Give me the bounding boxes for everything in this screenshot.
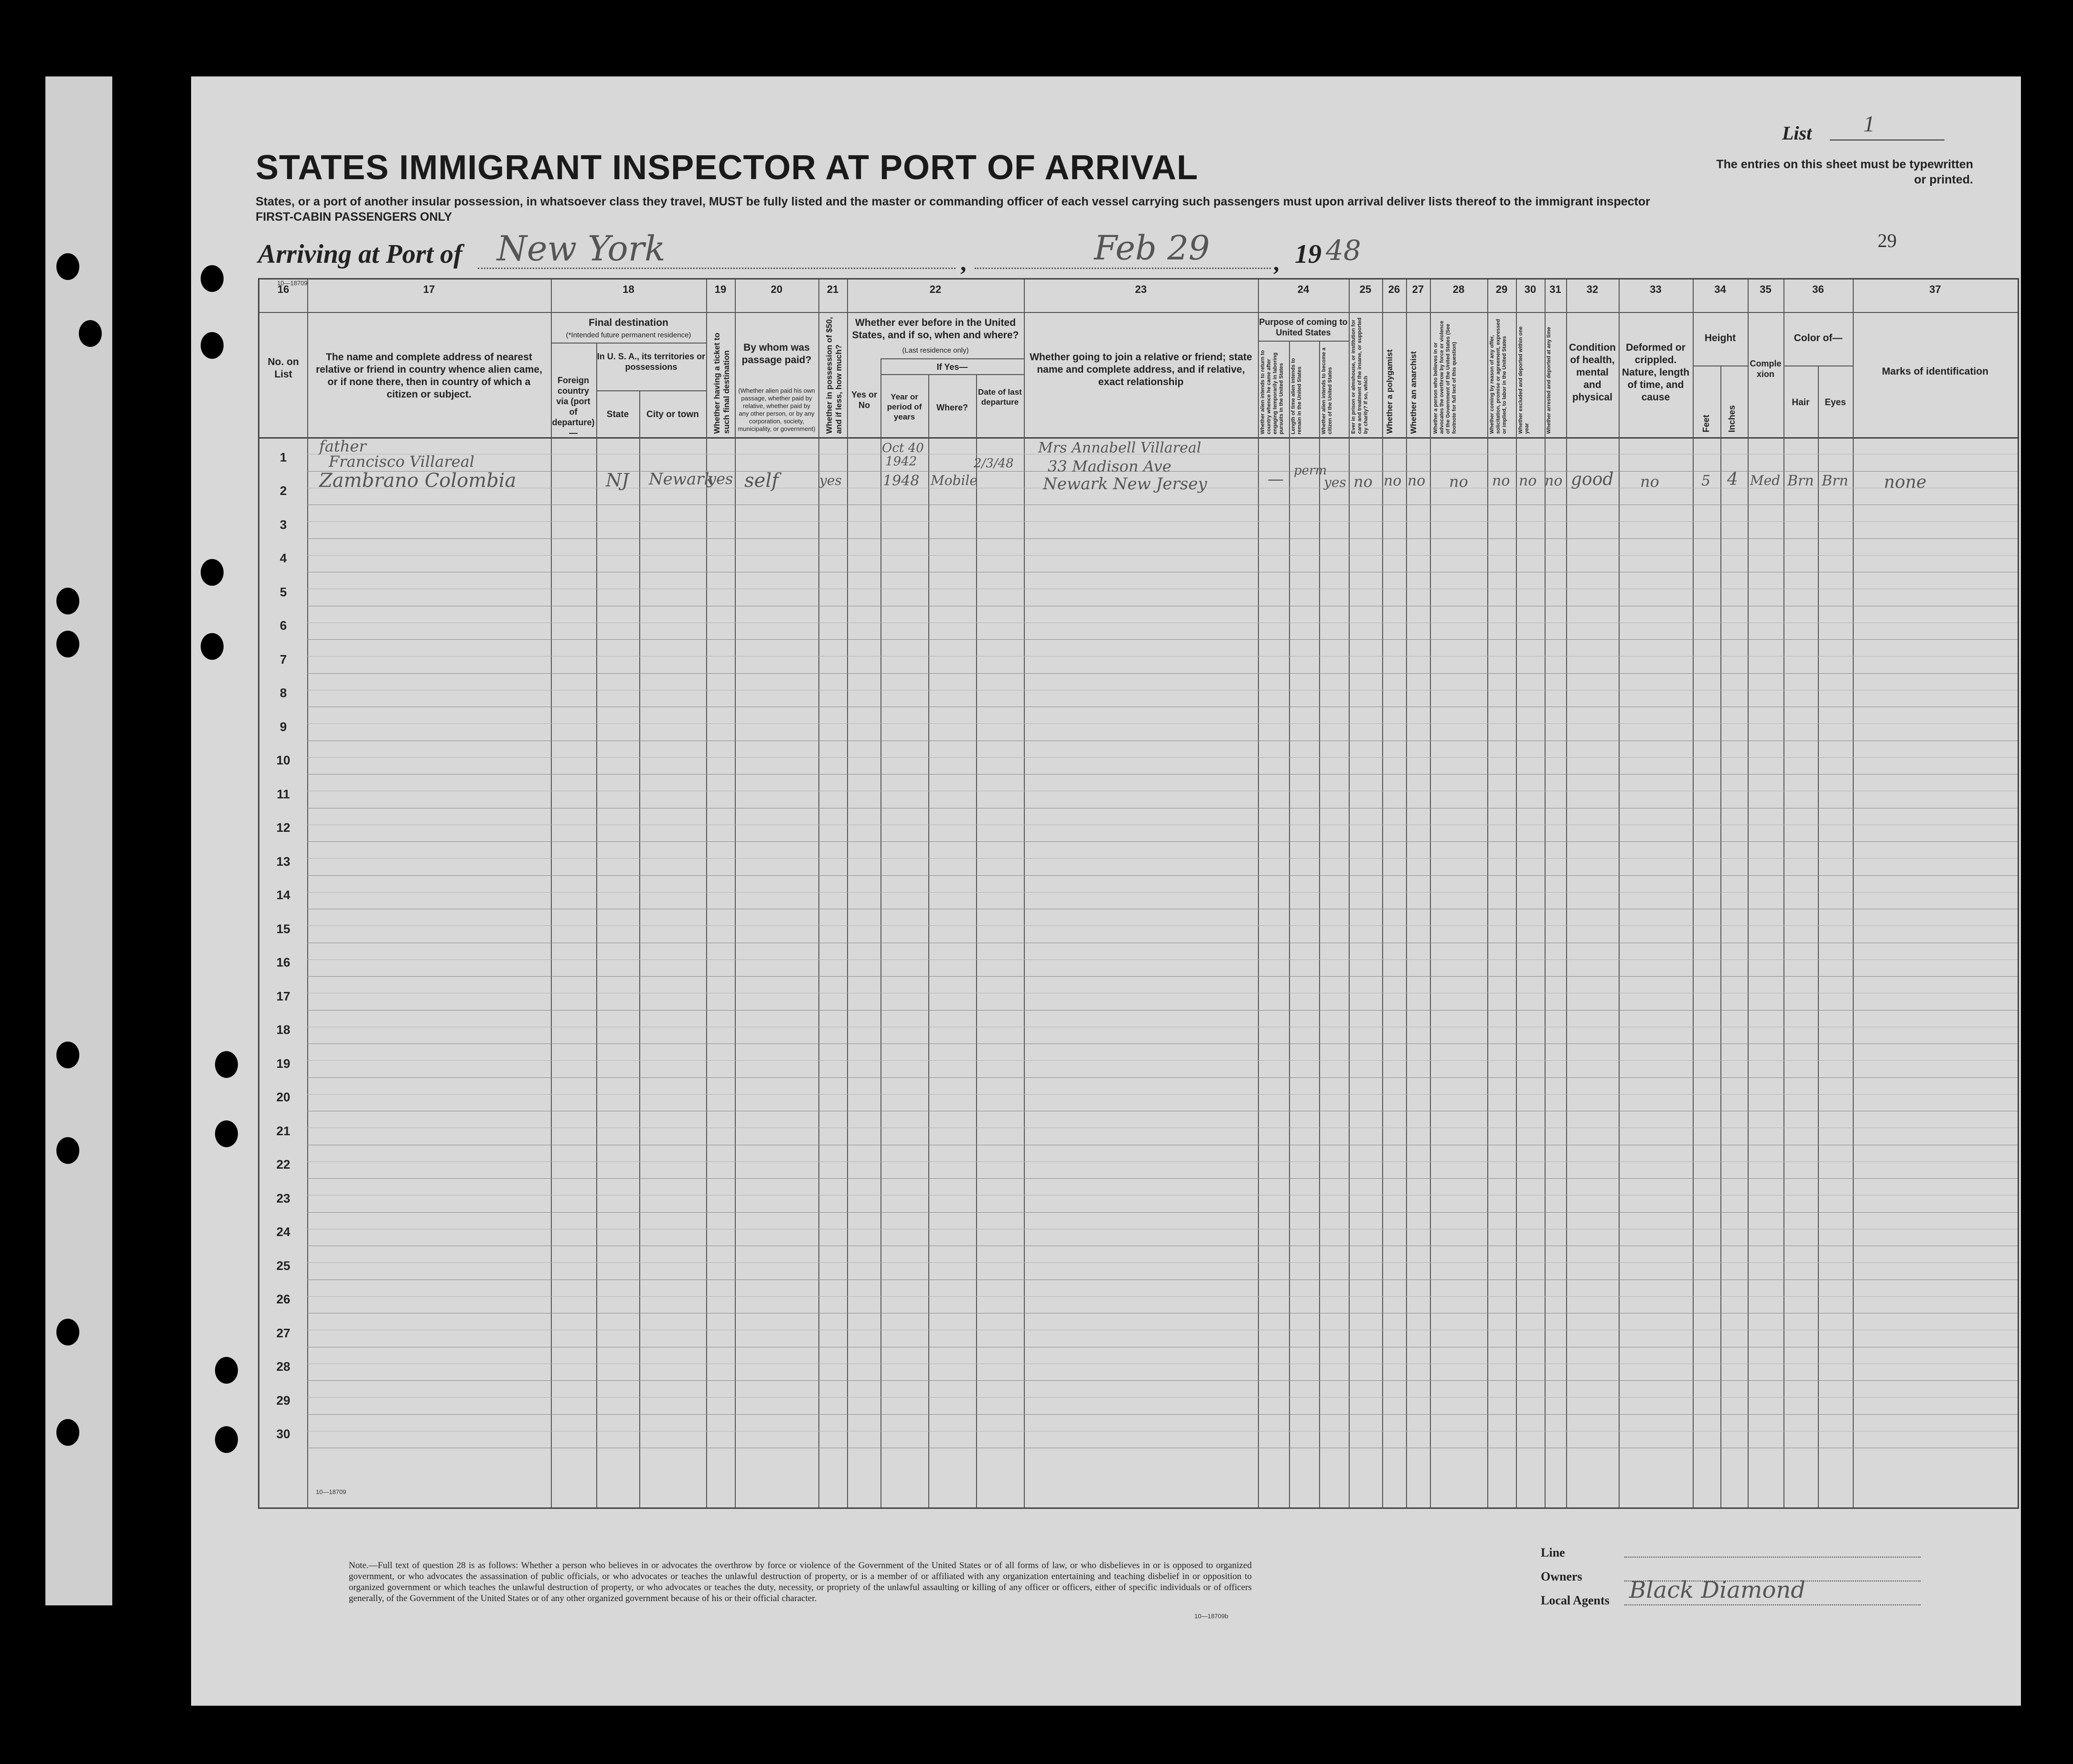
row-number: 13 (276, 854, 290, 869)
entry-purpose-a: — (1267, 470, 1284, 489)
hdr-foreign-country: Foreign country via (port of departure)— (552, 376, 595, 438)
row-number: 25 (276, 1258, 290, 1273)
entry-joining-line2: 33 Madison Ave (1048, 457, 1171, 475)
entry-purpose-b: perm (1294, 463, 1327, 478)
row-number: 23 (276, 1191, 290, 1205)
entry-q29: no (1492, 473, 1510, 489)
entry-health: good (1571, 470, 1614, 489)
arriving-label: Arriving at Port of (258, 239, 462, 269)
entry-joining-line3: Newark New Jersey (1043, 474, 1207, 494)
line-label: Line (1541, 1546, 1565, 1560)
col-num-35: 35 (1760, 283, 1772, 295)
hdr-possession: Whether in possession of $50, and if less, how much? (825, 317, 843, 434)
col-num-23: 23 (1135, 283, 1147, 295)
hdr-where: Where? (936, 403, 968, 412)
hdr-feet: Feet (1701, 414, 1711, 432)
row-number: 15 (276, 921, 290, 936)
hdr-q31: Whether arrested and deported at any time (1546, 327, 1552, 434)
col-num-34: 34 (1714, 283, 1726, 295)
row-rule (307, 976, 2018, 977)
row-number: 19 (276, 1056, 290, 1071)
hdr-deformed: Deformed or crippled. Nature, length of time, and cause (1622, 342, 1690, 403)
port-value: New York (497, 228, 666, 269)
row-rule (307, 1212, 2018, 1213)
entry-relative-line2: Francisco Villareal (329, 452, 474, 471)
binding-strip (45, 76, 112, 1605)
hdr-inches: Inches (1727, 405, 1737, 432)
row-number: 3 (279, 517, 287, 532)
entry-eyes: Brn (1822, 473, 1848, 489)
footnote: Note.—Full text of question 28 is as follows: Whether a person who believes in or advocates the overthrow by force or violence of the Government of the United States or of all forms of law, or who disbelieves in or is opposed to organized government, or who advocates the assassination of public officials, or who advocates or teaches the unlawful destruction of property, or is a member of or affiliated with any organization entertaining and teaching disbelief in or opposition to organized government or which teaches the unlawful destruction of property, or who advocates or teaches the duty, necessity, or propriety of the unlawful assaulting or killing of any officer or officers, either of specific individuals or of officers generally, of the Government of the United States or of any other organized government because of his or their official character. (349, 1560, 1252, 1603)
entry-possession: yes (819, 473, 842, 488)
hdr-in-usa: In U. S. A., its territories or possessions (597, 352, 706, 372)
row-rule-minor (307, 858, 2018, 859)
row-rule-minor (307, 1094, 2018, 1095)
entry-relative-line3: Zambrano Colombia (319, 470, 516, 492)
row-rule (307, 639, 2018, 640)
col-num-25: 25 (1359, 283, 1372, 295)
row-number: 16 (276, 955, 290, 969)
hdr-state: State (606, 409, 629, 419)
entry-prison: no (1353, 473, 1373, 491)
entry-complexion: Med (1750, 473, 1781, 488)
row-rule-minor (307, 757, 2018, 758)
hdr-final-destination: Final destination (589, 317, 668, 328)
date-value: Feb 29 (1094, 228, 1210, 268)
entry-where: Mobile (931, 473, 977, 488)
hdr-ticket: Whether having a ticket to such final destination (712, 333, 731, 434)
hdr-before: Whether ever before in the United States, and if so, when and where? (852, 317, 1019, 341)
entry-q28: no (1449, 473, 1468, 491)
row-rule (307, 1077, 2018, 1078)
row-number: 11 (277, 786, 290, 801)
hdr-q28: Whether a person who believes in or advocates the overthrow by force or violence of the Government of the United States (See footnote for full text of this question) (1433, 321, 1457, 434)
hdr-no-on-list: No. on List (268, 356, 299, 380)
row-number: 5 (279, 584, 287, 599)
entry-purpose-c: yes (1324, 474, 1346, 490)
entry-ticket: yes (708, 470, 733, 488)
hdr-q30: Whether excluded and deported within one year (1518, 326, 1530, 434)
row-rule-minor (307, 1262, 2018, 1263)
hdr-city: City or town (646, 409, 699, 419)
passenger-class: FIRST-CABIN PASSENGERS ONLY (256, 210, 452, 224)
date-line (975, 268, 1271, 269)
col-num-33: 33 (1650, 283, 1662, 295)
row-number: 6 (279, 618, 287, 633)
entry-relative-line1: father (319, 437, 366, 455)
hdr-purpose: Purpose of coming to United States (1259, 317, 1348, 337)
col-num-18: 18 (623, 283, 634, 295)
footnote-form-number: 10—18709b (1194, 1613, 1228, 1620)
entry-anarchist: no (1407, 473, 1426, 489)
hdr-yes-no: Yes or No (851, 390, 878, 410)
row-rule (307, 538, 2018, 539)
row-rule-minor (307, 959, 2018, 960)
row-number: 27 (276, 1325, 290, 1340)
row-rule-minor (307, 555, 2018, 556)
row-rule (307, 673, 2018, 674)
manifest-table (258, 278, 2019, 1509)
hdr-color-of: Color of— (1794, 333, 1843, 344)
row-number: 14 (276, 888, 290, 902)
entry-passage: self (744, 470, 779, 492)
hdr-polygamist: Whether a polygamist (1385, 349, 1394, 434)
col-num-22: 22 (929, 283, 942, 295)
list-number: 1 (1863, 111, 1875, 137)
form-number-bottom: 10—18709 (316, 1488, 346, 1495)
hdr-height: Height (1704, 333, 1736, 344)
col-num-20: 20 (771, 283, 783, 295)
entry-year-top: Oct 40 (882, 441, 924, 455)
col-num-36: 36 (1812, 283, 1824, 295)
row-rule (307, 841, 2018, 842)
hdr-year-period: Year or period of years (887, 392, 922, 421)
row-number: 22 (276, 1157, 290, 1172)
col-num-32: 32 (1586, 283, 1599, 295)
hdr-before-note: (Last residence only) (902, 346, 969, 355)
row-number: 18 (276, 1022, 290, 1037)
entry-state: NJ (606, 470, 629, 491)
row-number: 9 (279, 719, 287, 734)
col-num-21: 21 (827, 283, 839, 295)
row-number: 10 (276, 753, 290, 767)
row-number: 1 (279, 450, 287, 464)
hdr-final-destination-note: (*Intended future permanent residence) (566, 331, 691, 339)
hdr-prison: Ever in prison or almshouse, or institution for care and treatment of the insane, or supported by charity? If so, which (1351, 317, 1369, 434)
form-number: 10—18709 (277, 280, 308, 287)
row-number: 28 (276, 1359, 290, 1374)
entry-feet: 5 (1701, 473, 1711, 489)
entry-marks: none (1884, 473, 1927, 492)
row-rule-minor (307, 723, 2018, 724)
entry-inches: 4 (1727, 470, 1738, 489)
col-num-19: 19 (714, 283, 727, 295)
col-num-26: 26 (1388, 283, 1400, 295)
row-rule (307, 1178, 2018, 1179)
col-num-16: 16 (277, 283, 290, 295)
year-suffix: 48 (1326, 234, 1361, 267)
row-rule-minor (307, 892, 2018, 893)
row-rule-minor (307, 1060, 2018, 1061)
owners-label: Owners (1541, 1570, 1582, 1583)
row-number: 8 (279, 686, 287, 700)
hdr-if-yes: If Yes— (936, 362, 968, 372)
col-num-37: 37 (1929, 283, 1941, 295)
entry-hair: Brn (1787, 473, 1814, 489)
instructions: States, or a port of another insular possession, in whatsoever class they travel, MUST be fully listed and the master or commanding officer of each vessel carrying such passengers must upon arrival deliver lists thereof to the immigrant inspector (256, 195, 1650, 208)
col-num-29: 29 (1495, 283, 1508, 295)
entry-q31: no (1545, 473, 1563, 489)
hdr-complexion: Complexion (1750, 359, 1782, 379)
row-rule (307, 1043, 2018, 1044)
hdr-date-departure: Date of last departure (978, 387, 1022, 407)
row-number: 7 (279, 652, 287, 667)
entry-polygamist: no (1384, 473, 1402, 489)
row-number: 20 (276, 1090, 290, 1104)
hdr-relative: The name and complete address of nearest relative or friend in country whence alien came, or if none there, then in country of which a citizen or subject. (316, 352, 542, 400)
col-num-31: 31 (1549, 283, 1561, 295)
hdr-purpose-b: Length of time alien intends to remain in the United States (1290, 358, 1302, 434)
row-rule (307, 1380, 2018, 1381)
hdr-marks: Marks of identification (1882, 366, 1988, 377)
year-prefix: 19 (1295, 239, 1321, 269)
comma-2: , (1273, 249, 1279, 276)
comma: , (960, 249, 967, 276)
page-title: STATES IMMIGRANT INSPECTOR AT PORT OF ARRIVAL (256, 149, 1198, 187)
row-rule-minor (307, 1397, 2018, 1398)
col-num-17: 17 (423, 283, 435, 295)
hdr-anarchist: Whether an anarchist (1409, 351, 1418, 434)
col-num-28: 28 (1452, 283, 1465, 295)
list-label: List (1782, 122, 1812, 144)
col-num-27: 27 (1412, 283, 1424, 295)
row-number: 12 (276, 820, 290, 835)
row-rule-minor (307, 925, 2018, 926)
entry-date-departure: 2/3/48 (974, 456, 1014, 471)
agents-label: Local Agents (1541, 1593, 1610, 1607)
header-rule-bottom (259, 437, 2018, 439)
entry-year-period: 1948 (883, 473, 920, 489)
row-rule-minor (307, 1296, 2018, 1297)
hdr-purpose-a: Whether alien intends to return to country whence he came after engaging temporarily in laboring pursuits in the United States (1260, 350, 1284, 434)
hdr-purpose-c: Whether alien intends to become a citizen of the United States (1321, 347, 1333, 434)
entries-note: The entries on this sheet must be typewritten or printed. (1716, 158, 1973, 186)
row-rule (307, 875, 2018, 876)
entry-year-mid: 1942 (885, 454, 917, 469)
entry-joining-line1: Mrs Annabell Villareal (1038, 440, 1202, 456)
row-rule (307, 1010, 2018, 1011)
row-number: 17 (276, 989, 290, 1003)
hdr-eyes: Eyes (1825, 398, 1846, 408)
entry-city: Newark (649, 470, 714, 489)
row-rule-minor (307, 521, 2018, 522)
hdr-passage-note: (Whether alien paid his own passage, whether paid by relative, whether paid by any other person, or by any corporation, society, municipality, or government) (738, 387, 816, 432)
col-num-24: 24 (1297, 283, 1310, 295)
row-number: 2 (279, 484, 287, 498)
agents-value: Black Diamond (1629, 1577, 1805, 1603)
row-number: 4 (279, 551, 287, 565)
row-number: 30 (276, 1427, 290, 1441)
hdr-joining: Whether going to join a relative or friend; state name and complete address, and if relative, exact relationship (1030, 352, 1252, 387)
entry-q30: no (1519, 473, 1537, 489)
header-rule-top (259, 312, 2018, 313)
hdr-hair: Hair (1792, 398, 1810, 408)
hdr-q29: Whether coming by reason of any offer, solicitation, promise or agreement, expressed or implied, to labor in the United States (1489, 319, 1507, 434)
row-rule (307, 1414, 2018, 1415)
row-number: 26 (276, 1292, 290, 1306)
hdr-health: Condition of health, mental and physical (1569, 342, 1616, 403)
row-number: 29 (276, 1393, 290, 1408)
row-number: 21 (276, 1123, 290, 1138)
hdr-passage: By whom was passage paid? (741, 342, 812, 366)
col-num-30: 30 (1524, 283, 1536, 295)
page-number: 29 (1878, 230, 1897, 251)
entry-deformed: no (1640, 473, 1659, 491)
row-number: 24 (276, 1225, 290, 1239)
